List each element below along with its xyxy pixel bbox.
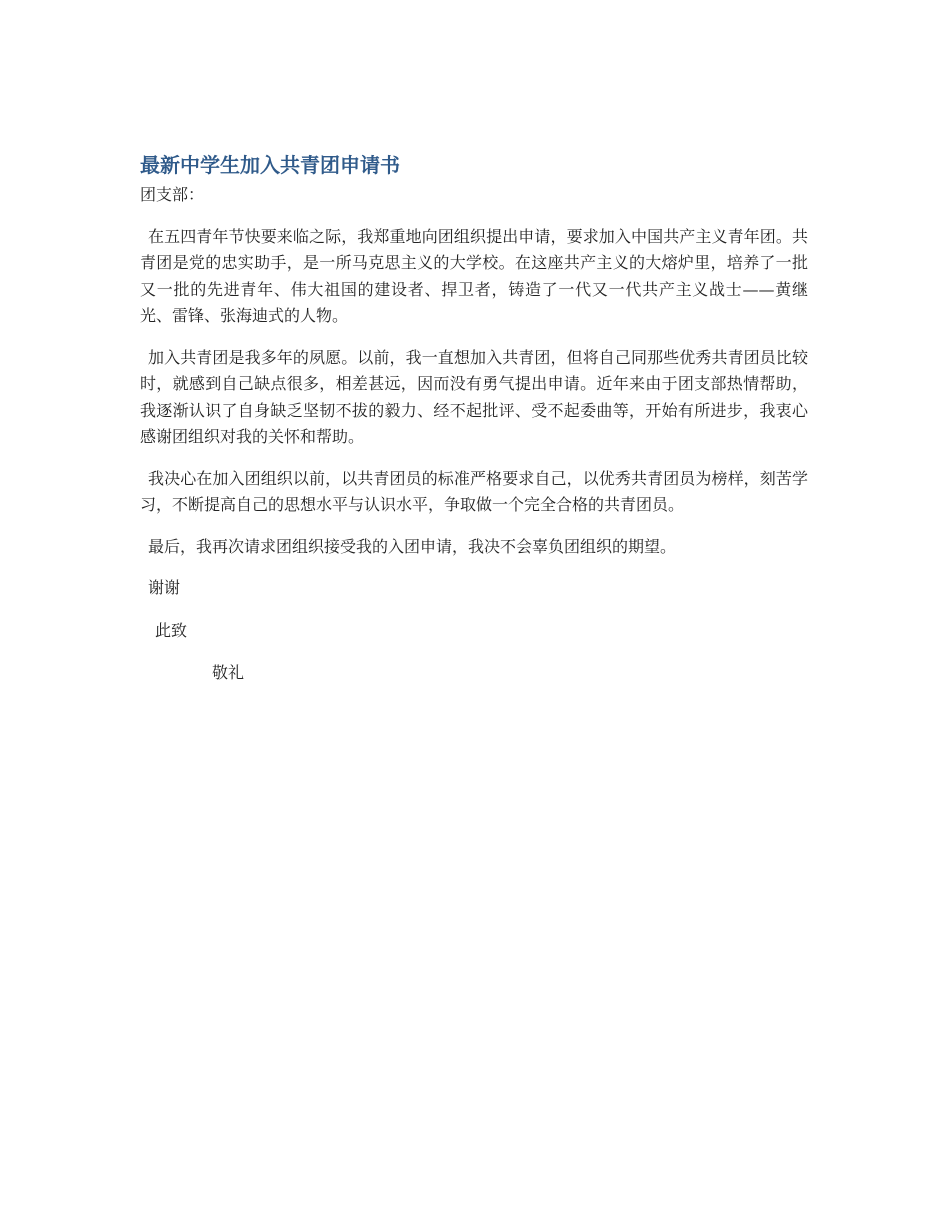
document-body — [140, 182, 808, 703]
closing-jingli: 敬礼 — [212, 663, 245, 682]
document-title: 最新中学生加入共青团申请书 — [140, 153, 400, 177]
paragraph-1: 在五四青年节快要来临之际，我郑重地向团组织提出申请，要求加入中国共产主义青年团。共青团是党的忠实助手，是一所马克思主义的大学校。在这座共产主义的大熔炉里，培养了一批又一批的先进青年、伟大祖国的建设者、捍卫者，铸造了一代又一代共产主义战士——黄继光、雷锋、张海迪式的人物。 — [140, 226, 808, 325]
paragraph-3: 我决心在加入团组织以前，以共青团员的标准严格要求自己，以优秀共青团员为榜样，刻苦学习，不断提高自己的思想水平与认识水平，争取做一个完全合格的共青团员。 — [140, 468, 808, 514]
paragraph-4: 最后，我再次请求团组织接受我的入团申请，我决不会辜负团组织的期望。 — [148, 536, 677, 556]
closing-cizhi: 此致 — [155, 620, 188, 640]
thanks-line: 谢谢 — [148, 578, 181, 597]
salutation: 团支部： — [140, 185, 205, 204]
paragraph-2: 加入共青团是我多年的夙愿。以前，我一直想加入共青团，但将自己同那些优秀共青团员比较时，就感到自己缺点很多，相差甚远，因而没有勇气提出申请。近年来由于团支部热情帮助，我逐渐认识了自身缺乏坚韧不拔的毅力、经不起批评、受不起委曲等，开始有所进步，我衷心感谢团组织对我的关怀和帮助。 — [140, 347, 808, 446]
